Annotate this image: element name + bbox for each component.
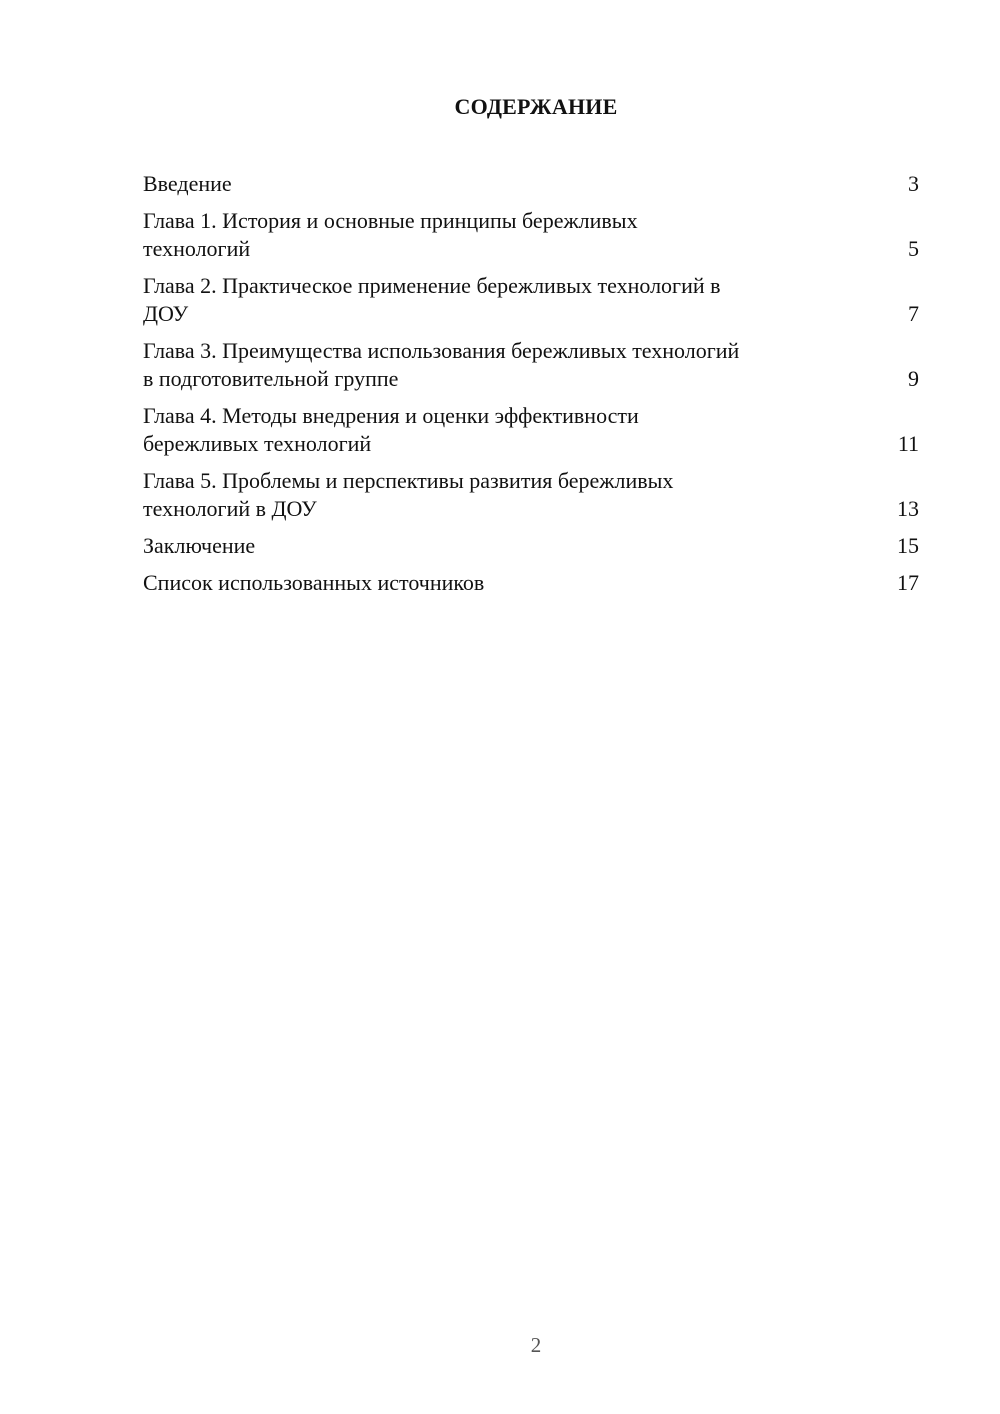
toc-entry-page: 5 [908, 236, 919, 261]
toc-entry-title: Заключение [143, 533, 256, 558]
toc-entry-page: 11 [897, 431, 919, 456]
toc-entry-introduction [143, 170, 919, 198]
toc-entry-page: 13 [897, 496, 919, 521]
toc-entry-chapter-1 [143, 207, 919, 263]
table-of-contents [143, 170, 919, 606]
toc-entry-title: Глава 5. Проблемы и перспективы развития бережливых технологий в ДОУ [143, 468, 674, 521]
toc-entry-title: Глава 2. Практическое применение бережливых технологий в ДОУ [143, 273, 721, 326]
toc-entry-chapter-2 [143, 272, 919, 328]
toc-entry-references [143, 569, 919, 597]
toc-entry-title: Введение [143, 171, 232, 196]
toc-entry-chapter-4 [143, 402, 919, 458]
toc-entry-title: Глава 1. История и основные принципы бережливых технологий [143, 208, 638, 261]
toc-entry-page: 9 [908, 366, 919, 391]
toc-entry-page: 15 [897, 533, 919, 558]
toc-entry-chapter-3 [143, 337, 919, 393]
toc-entry-title: Глава 4. Методы внедрения и оценки эффективности бережливых технологий [143, 403, 639, 456]
toc-entry-page: 7 [908, 301, 919, 326]
toc-entry-title: Список использованных источников [143, 570, 485, 595]
toc-entry-page: 3 [908, 171, 919, 196]
toc-entry-page: 17 [897, 570, 919, 595]
toc-entry-chapter-5 [143, 467, 919, 523]
toc-entry-conclusion [143, 532, 919, 560]
toc-entry-title: Глава 3. Преимущества использования бережливых технологий в подготовительной группе [143, 338, 740, 391]
page-number: 2 [530, 1333, 542, 1357]
page-title: СОДЕРЖАНИЕ [454, 94, 618, 119]
